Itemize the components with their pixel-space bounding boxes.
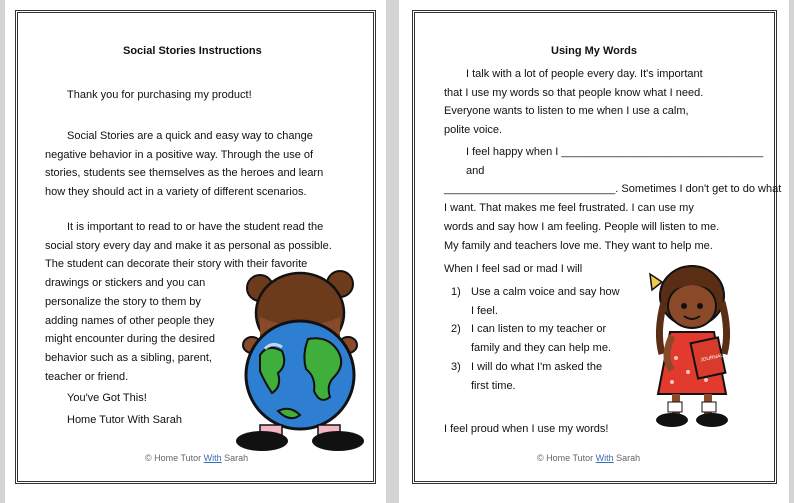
paragraph-line: It is important to read to or have the student read the bbox=[67, 221, 324, 233]
paragraph-line: My family and teachers love me. They want to help me. bbox=[444, 239, 713, 252]
step-number: 1) bbox=[451, 286, 461, 298]
paragraph-line: I want. That makes me feel frustrated. I can use my bbox=[444, 202, 694, 215]
thanks-line: Thank you for purchasing my product! bbox=[67, 89, 252, 101]
list-item: 1) Use a calm voice and say how I feel. bbox=[451, 283, 651, 320]
signature-line: Home Tutor With Sarah bbox=[67, 414, 182, 426]
closing-line: You've Got This! bbox=[67, 392, 147, 404]
paragraph-line: behavior such as a sibling, parent, bbox=[45, 351, 212, 364]
paragraph-line: might encounter during the desired bbox=[45, 333, 215, 346]
document-page-2 bbox=[399, 0, 789, 503]
girl-holding-globe-illustration bbox=[230, 265, 370, 453]
coping-steps-list bbox=[451, 283, 651, 395]
footer-link[interactable]: With bbox=[595, 453, 614, 463]
paragraph-line: personalize the story to them by bbox=[45, 295, 201, 308]
feelings-paragraph bbox=[444, 143, 784, 255]
page-title: Using My Words bbox=[551, 45, 637, 57]
page-title: Social Stories Instructions bbox=[123, 45, 262, 57]
sad-intro-line: When I feel sad or mad I will bbox=[444, 263, 583, 275]
list-item: 3) I will do what I'm asked the first time. bbox=[451, 358, 651, 395]
paragraph-line: teacher or friend. bbox=[45, 370, 129, 383]
page-footer: © Home Tutor With Sarah bbox=[145, 453, 249, 463]
paragraph-line: ____________________________. Sometimes I don't get to do what bbox=[444, 183, 782, 196]
paragraph-line: The student can decorate their story with their favorite bbox=[45, 258, 308, 271]
document-page-1 bbox=[5, 0, 386, 503]
footer-link[interactable]: With bbox=[203, 453, 222, 463]
paragraph-line: adding names of other people they bbox=[45, 314, 215, 327]
girl-holding-book-illustration bbox=[642, 262, 746, 430]
paragraph-line: that I use my words so that people know what I need. bbox=[444, 86, 704, 99]
page-footer: © Home Tutor With Sarah bbox=[537, 453, 641, 463]
paragraph-line: drawings or stickers and you can bbox=[45, 277, 206, 290]
closing-line: I feel proud when I use my words! bbox=[444, 423, 609, 435]
step-number: 2) bbox=[451, 323, 461, 336]
paragraph-line: words and say how I am feeling. People will listen to me. bbox=[444, 220, 720, 233]
paragraph-line: social story every day and make it as personal as possible. bbox=[45, 239, 332, 252]
list-item: 2) I can listen to my teacher or family and they can help me. bbox=[451, 320, 651, 357]
paragraph-line: Everyone wants to listen to me when I use a calm, bbox=[444, 105, 689, 118]
paragraph-line: I talk with a lot of people every day. It's important bbox=[466, 68, 703, 80]
intro-paragraph bbox=[444, 65, 774, 140]
book-label: JOURNAL bbox=[699, 352, 724, 364]
paragraph-line: I feel happy when I _________________________________ and bbox=[466, 146, 764, 177]
step-number: 3) bbox=[451, 360, 461, 373]
intro-paragraph: Social Stories are a quick and easy way to change negative behavior in a positive way. Through the use of stories, students see themselves as the heroes and learn how they should act in a variety of different scenarios. bbox=[45, 130, 324, 199]
paragraph-line: polite voice. bbox=[444, 124, 503, 137]
